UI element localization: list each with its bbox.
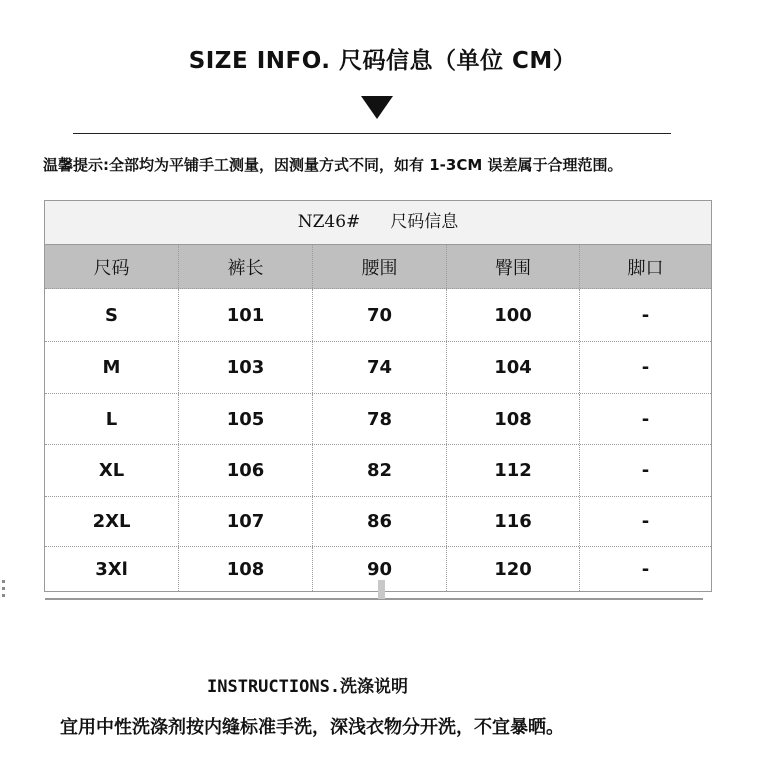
size-table — [44, 200, 712, 592]
column-header: 臀围 — [447, 245, 580, 288]
table-body — [45, 289, 711, 591]
table-cell: 101 — [179, 289, 313, 341]
table-row — [45, 342, 711, 394]
table-cell: - — [641, 408, 650, 430]
table-cell: 82 — [313, 445, 447, 496]
table-cell: 90 — [313, 547, 447, 591]
table-cell: 104 — [447, 342, 580, 393]
table-header-row — [45, 245, 711, 289]
table-cell: XL — [45, 445, 179, 496]
column-header: 尺码 — [45, 245, 179, 288]
table-cell: 112 — [447, 445, 580, 496]
column-header: 脚口 — [627, 257, 664, 279]
top-divider — [73, 133, 671, 134]
instructions-title: INSTRUCTIONS.洗涤说明 — [207, 677, 409, 697]
instructions-text: 宜用中性洗涤剂按内缝标准手洗，深浅衣物分开洗，不宜暴晒。 — [60, 717, 564, 738]
table-cell: M — [45, 342, 179, 393]
measurement-note: 温馨提示:全部均为平铺手工测量，因测量方式不同，如有 1-3CM 误差属于合理范围。 — [43, 156, 623, 174]
table-cell: - — [641, 357, 650, 378]
table-cell: 106 — [179, 445, 313, 496]
table-cell: 107 — [179, 497, 313, 546]
column-header: 裤长 — [179, 245, 313, 288]
table-cell: - — [641, 558, 650, 580]
side-handle-dots — [2, 580, 6, 601]
table-cell: - — [641, 460, 650, 481]
table-cell: 86 — [313, 497, 447, 546]
table-cell: 2XL — [45, 497, 179, 546]
table-caption-text: 尺码信息 — [390, 212, 459, 232]
table-cell: 100 — [447, 289, 580, 341]
table-cell: - — [641, 304, 650, 326]
page-title: SIZE INFO. 尺码信息（单位 CM） — [188, 48, 577, 74]
table-cell: 103 — [179, 342, 313, 393]
model-number: NZ46# — [297, 212, 361, 232]
table-cell: 108 — [179, 547, 313, 591]
table-cell: 3Xl — [45, 547, 179, 591]
table-caption — [45, 201, 711, 245]
column-header: 腰围 — [313, 245, 447, 288]
table-row — [45, 394, 711, 445]
table-cell: 120 — [447, 547, 580, 591]
table-row — [45, 289, 711, 342]
table-row — [45, 497, 711, 547]
divider-tick — [378, 580, 385, 599]
table-cell: 70 — [313, 289, 447, 341]
table-cell: 78 — [313, 394, 447, 444]
table-cell: 74 — [313, 342, 447, 393]
table-cell: L — [45, 394, 179, 444]
table-cell: S — [45, 289, 179, 341]
table-cell: 116 — [447, 497, 580, 546]
table-cell: 105 — [179, 394, 313, 444]
table-cell: 108 — [447, 394, 580, 444]
table-row — [45, 445, 711, 497]
table-cell: - — [641, 511, 650, 532]
bottom-divider — [45, 598, 703, 600]
down-triangle-icon — [361, 96, 393, 119]
